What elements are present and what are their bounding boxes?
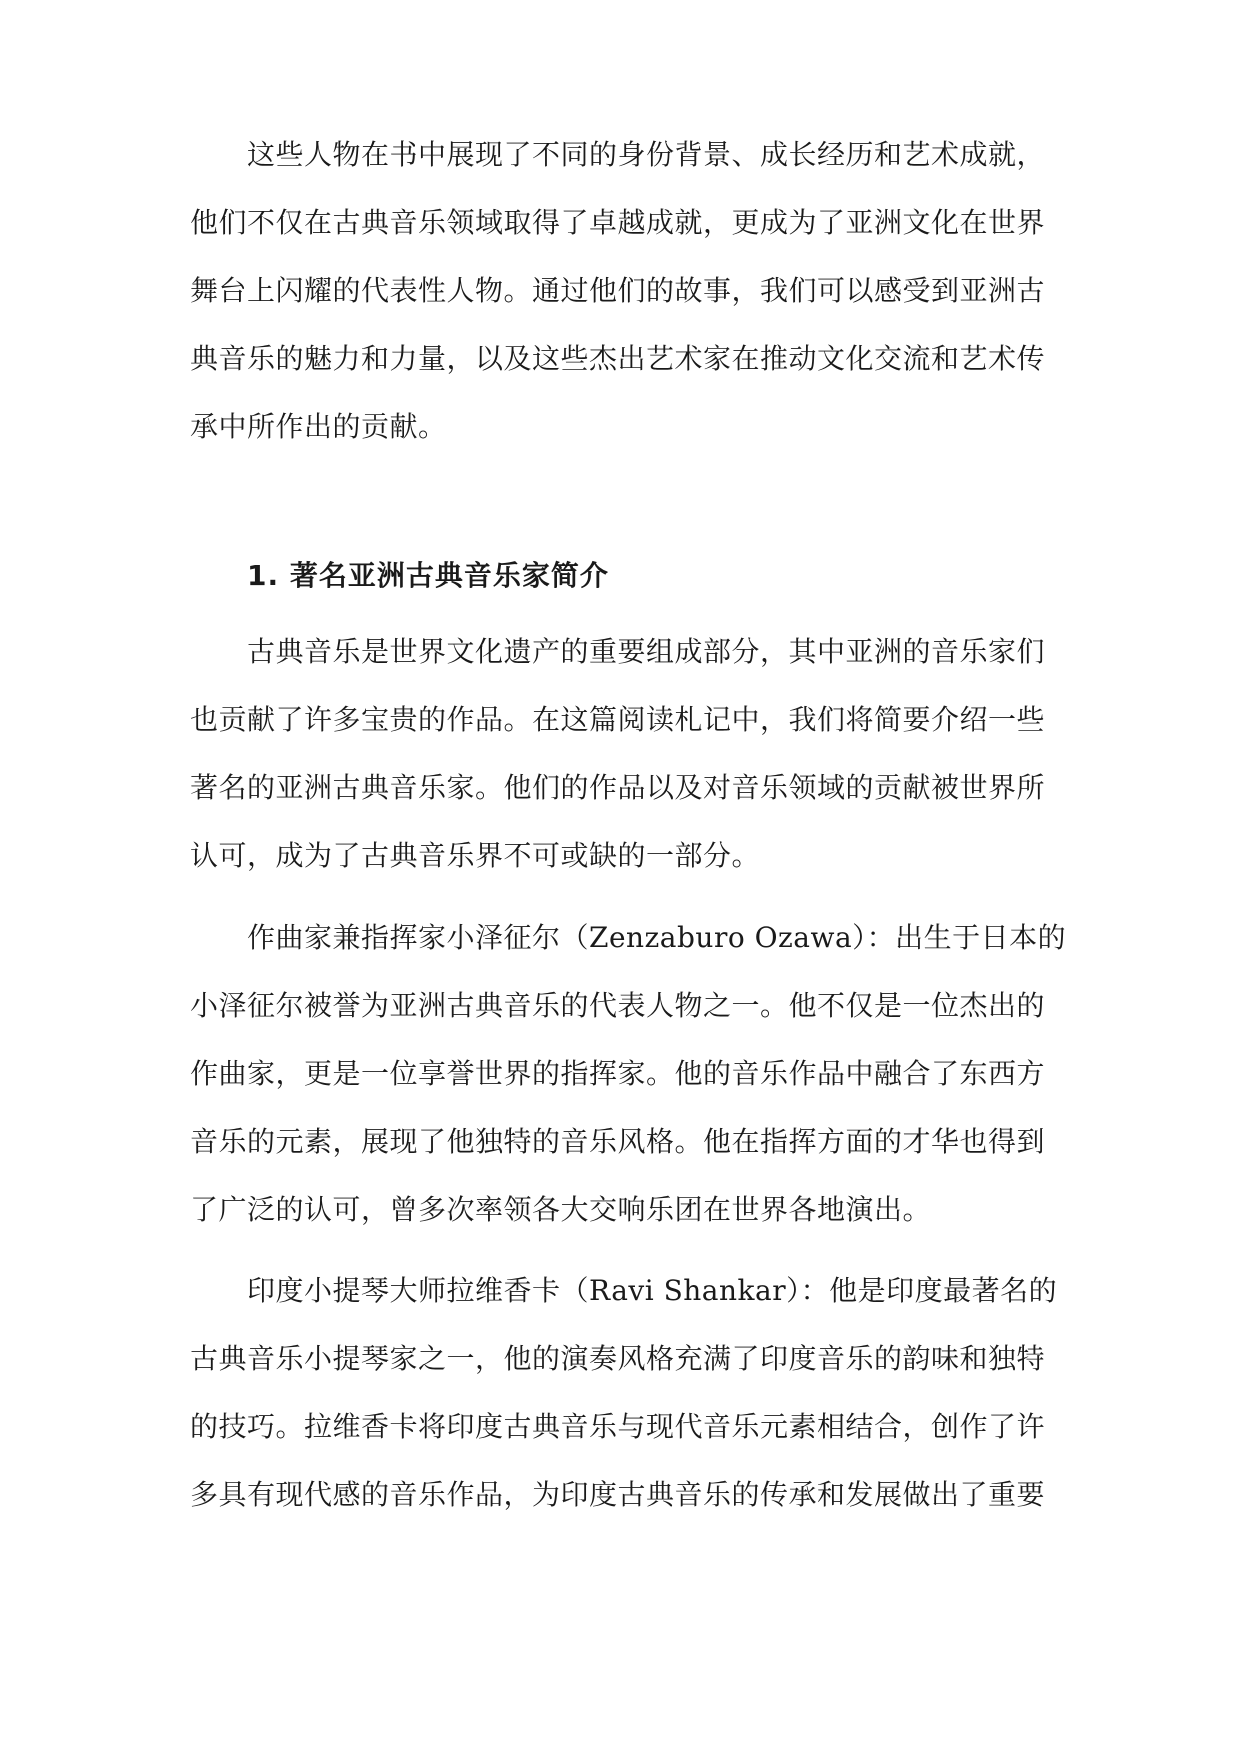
- intro-line-5: 承中所作出的贡献。: [190, 410, 447, 443]
- ozawa-line-1: 作曲家兼指挥家小泽征尔（Zenzaburo Ozawa）：出生于日本的: [247, 921, 1067, 954]
- overview-line-4: 认可，成为了古典音乐界不可或缺的一部分。: [190, 839, 761, 872]
- ozawa-line-3: 作曲家，更是一位享誉世界的指挥家。他的音乐作品中融合了东西方: [190, 1057, 1046, 1090]
- overview-line-1: 古典音乐是世界文化遗产的重要组成部分，其中亚洲的音乐家们: [247, 635, 1046, 668]
- ozawa-line-4: 音乐的元素，展现了他独特的音乐风格。他在指挥方面的才华也得到: [190, 1125, 1046, 1158]
- overview-line-2: 也贡献了许多宝贵的作品。在这篇阅读札记中，我们将简要介绍一些: [190, 703, 1046, 736]
- shankar-line-4: 多具有现代感的音乐作品，为印度古典音乐的传承和发展做出了重要: [190, 1478, 1046, 1511]
- ozawa-line-2: 小泽征尔被誉为亚洲古典音乐的代表人物之一。他不仅是一位杰出的: [190, 989, 1046, 1022]
- intro-line-3: 舞台上闪耀的代表性人物。通过他们的故事，我们可以感受到亚洲古: [190, 274, 1046, 307]
- shankar-line-1: 印度小提琴大师拉维香卡（Ravi Shankar）：他是印度最著名的: [247, 1274, 1058, 1307]
- intro-line-1: 这些人物在书中展现了不同的身份背景、成长经历和艺术成就，: [247, 138, 1046, 171]
- section-heading: 1. 著名亚洲古典音乐家简介: [247, 559, 609, 592]
- ozawa-line-5: 了广泛的认可，曾多次率领各大交响乐团在世界各地演出。: [190, 1193, 932, 1226]
- shankar-line-2: 古典音乐小提琴家之一，他的演奏风格充满了印度音乐的韵味和独特: [190, 1342, 1046, 1375]
- overview-line-3: 著名的亚洲古典音乐家。他们的作品以及对音乐领域的贡献被世界所: [190, 771, 1046, 804]
- shankar-line-3: 的技巧。拉维香卡将印度古典音乐与现代音乐元素相结合，创作了许: [190, 1410, 1046, 1443]
- intro-line-2: 他们不仅在古典音乐领域取得了卓越成就，更成为了亚洲文化在世界: [190, 206, 1046, 239]
- intro-line-4: 典音乐的魅力和力量，以及这些杰出艺术家在推动文化交流和艺术传: [190, 342, 1046, 375]
